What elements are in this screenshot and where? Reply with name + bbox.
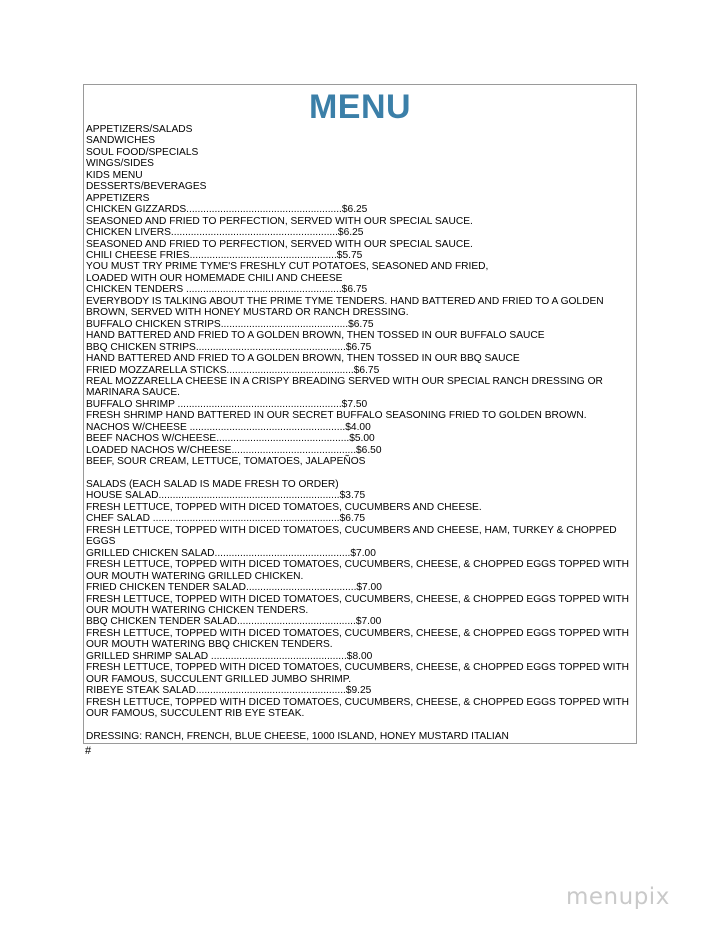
menu-line: OUR FAMOUS, SUCCULENT RIB EYE STEAK. xyxy=(86,708,305,720)
menu-line: FRESH LETTUCE, TOPPED WITH DICED TOMATOES, CUCUMBERS, CHEESE, & CHOPPED EGGS TOPPED WITH xyxy=(86,662,630,674)
menu-line: FRESH SHRIMP HAND BATTERED IN OUR SECRET BUFFALO SEASONING FRIED TO GOLDEN BROWN. xyxy=(86,410,587,422)
menu-line: APPETIZERS/SALADS xyxy=(86,124,193,135)
menu-line: OUR MOUTH WATERING CHICKEN TENDERS. xyxy=(86,605,309,617)
menu-line: SOUL FOOD/SPECIALS xyxy=(86,146,199,158)
menu-line: GRILLED SHRIMP SALAD ................................................$8.00 xyxy=(86,650,373,662)
menu-line: SEASONED AND FRIED TO PERFECTION, SERVED WITH OUR SPECIAL SAUCE. xyxy=(86,215,473,227)
menu-line: FRESH LETTUCE, TOPPED WITH DICED TOMATOES, CUCUMBERS, CHEESE, & CHOPPED EGGS TOPPED WITH xyxy=(86,627,630,639)
menu-line: LOADED NACHOS W/CHEESE............................................$6.50 xyxy=(86,444,382,456)
menu-line: GRILLED CHICKEN SALAD................................................$7.00 xyxy=(86,547,376,559)
menu-line: DRESSING: RANCH, FRENCH, BLUE CHEESE, 1000 ISLAND, HONEY MUSTARD ITALIAN xyxy=(86,730,509,742)
menu-line: OUR MOUTH WATERING GRILLED CHICKEN. xyxy=(86,570,304,582)
menu-line: BUFFALO SHRIMP ..........................................................$7.50 xyxy=(86,398,368,410)
menu-line: KIDS MENU xyxy=(86,169,143,181)
blank-line xyxy=(86,720,632,731)
menu-line: CHICKEN TENDERS .......................................................$6.75 xyxy=(86,284,368,296)
menu-line: BROWN, SERVED WITH HONEY MUSTARD OR RANCH DRESSING. xyxy=(86,307,409,319)
menu-line: DESSERTS/BEVERAGES xyxy=(86,181,207,193)
menu-line: EVERYBODY IS TALKING ABOUT THE PRIME TYME TENDERS. HAND BATTERED AND FRIED TO A GOLDEN xyxy=(86,295,604,307)
menu-line: REAL MOZZARELLA CHEESE IN A CRISPY BREADING SERVED WITH OUR SPECIAL RANCH DRESSING OR xyxy=(86,375,603,387)
menu-title: MENU xyxy=(308,88,412,126)
menu-line: BUFFALO CHICKEN STRIPS.............................................$6.75 xyxy=(86,318,374,330)
menu-line: SEASONED AND FRIED TO PERFECTION, SERVED WITH OUR SPECIAL SAUCE. xyxy=(86,238,473,250)
menu-line: CHILI CHEESE FRIES....................................................$5.75 xyxy=(86,249,363,261)
menu-line: FRESH LETTUCE, TOPPED WITH DICED TOMATOES, CUCUMBERS AND CHEESE, HAM, TURKEY & CHOPPED xyxy=(86,524,617,536)
menu-line: SALADS (EACH SALAD IS MADE FRESH TO ORDER) xyxy=(86,479,339,491)
menu-line: BBQ CHICKEN STRIPS.....................................................$6.75 xyxy=(86,341,372,353)
menu-line: FRESH LETTUCE, TOPPED WITH DICED TOMATOES, CUCUMBERS, CHEESE, & CHOPPED EGGS TOPPED WITH xyxy=(86,559,630,571)
menu-line: MARINARA SAUCE. xyxy=(86,387,180,399)
menu-line: NACHOS W/CHEESE .......................................................$4.00 xyxy=(86,421,371,433)
menu-line: CHICKEN GIZZARDS.......................................................$6.25 xyxy=(86,204,368,216)
menu-line: CHEF SALAD ..................................................................$6.75 xyxy=(86,513,366,525)
menu-line: APPETIZERS xyxy=(86,192,150,204)
menu-line: BBQ CHICKEN TENDER SALAD..........................................$7.00 xyxy=(86,616,382,628)
menu-line: OUR MOUTH WATERING BBQ CHICKEN TENDERS. xyxy=(86,639,333,651)
menu-line: HOUSE SALAD................................................................$3.75 xyxy=(86,490,366,502)
menu-panel xyxy=(83,84,637,744)
menu-line: FRESH LETTUCE, TOPPED WITH DICED TOMATOES, CUCUMBERS, CHEESE, & CHOPPED EGGS TOPPED WITH xyxy=(86,593,630,605)
menu-line: FRESH LETTUCE, TOPPED WITH DICED TOMATOES, CUCUMBERS, CHEESE, & CHOPPED EGGS TOPPED WITH xyxy=(86,696,630,708)
menu-line: HAND BATTERED AND FRIED TO A GOLDEN BROWN, THEN TOSSED IN OUR BUFFALO SAUCE xyxy=(86,330,545,342)
page-footer-mark: # xyxy=(85,745,92,757)
menu-body xyxy=(86,124,632,742)
menu-line: LOADED WITH OUR HOMEMADE CHILI AND CHEESE xyxy=(86,272,343,284)
menu-line: FRIED CHICKEN TENDER SALAD.......................................$7.00 xyxy=(86,582,382,594)
menu-line: SANDWICHES xyxy=(86,135,156,147)
menu-line: HAND BATTERED AND FRIED TO A GOLDEN BROWN, THEN TOSSED IN OUR BBQ SAUCE xyxy=(86,353,520,365)
menu-line: FRESH LETTUCE, TOPPED WITH DICED TOMATOES, CUCUMBERS AND CHEESE. xyxy=(86,501,482,513)
menu-line: CHICKEN LIVERS...........................................................$6.25 xyxy=(86,227,364,239)
menupix-watermark-logo: menupix xyxy=(566,884,670,910)
menu-line: FRIED MOZZARELLA STICKS.............................................$6.75 xyxy=(86,364,380,376)
menu-line: EGGS xyxy=(86,536,116,548)
menu-line: YOU MUST TRY PRIME TYME'S FRESHLY CUT POTATOES, SEASONED AND FRIED, xyxy=(86,261,489,273)
menu-line: OUR FAMOUS, SUCCULENT GRILLED JUMBO SHRIMP. xyxy=(86,673,352,685)
menu-line: BEEF, SOUR CREAM, LETTUCE, TOMATOES, JALAPEÑOS xyxy=(86,456,366,468)
menu-line: BEEF NACHOS W/CHEESE...............................................$5.00 xyxy=(86,433,375,445)
menu-line: RIBEYE STEAK SALAD.....................................................$9.25 xyxy=(86,685,372,697)
menu-line: WINGS/SIDES xyxy=(86,158,154,170)
blank-line xyxy=(86,468,632,479)
